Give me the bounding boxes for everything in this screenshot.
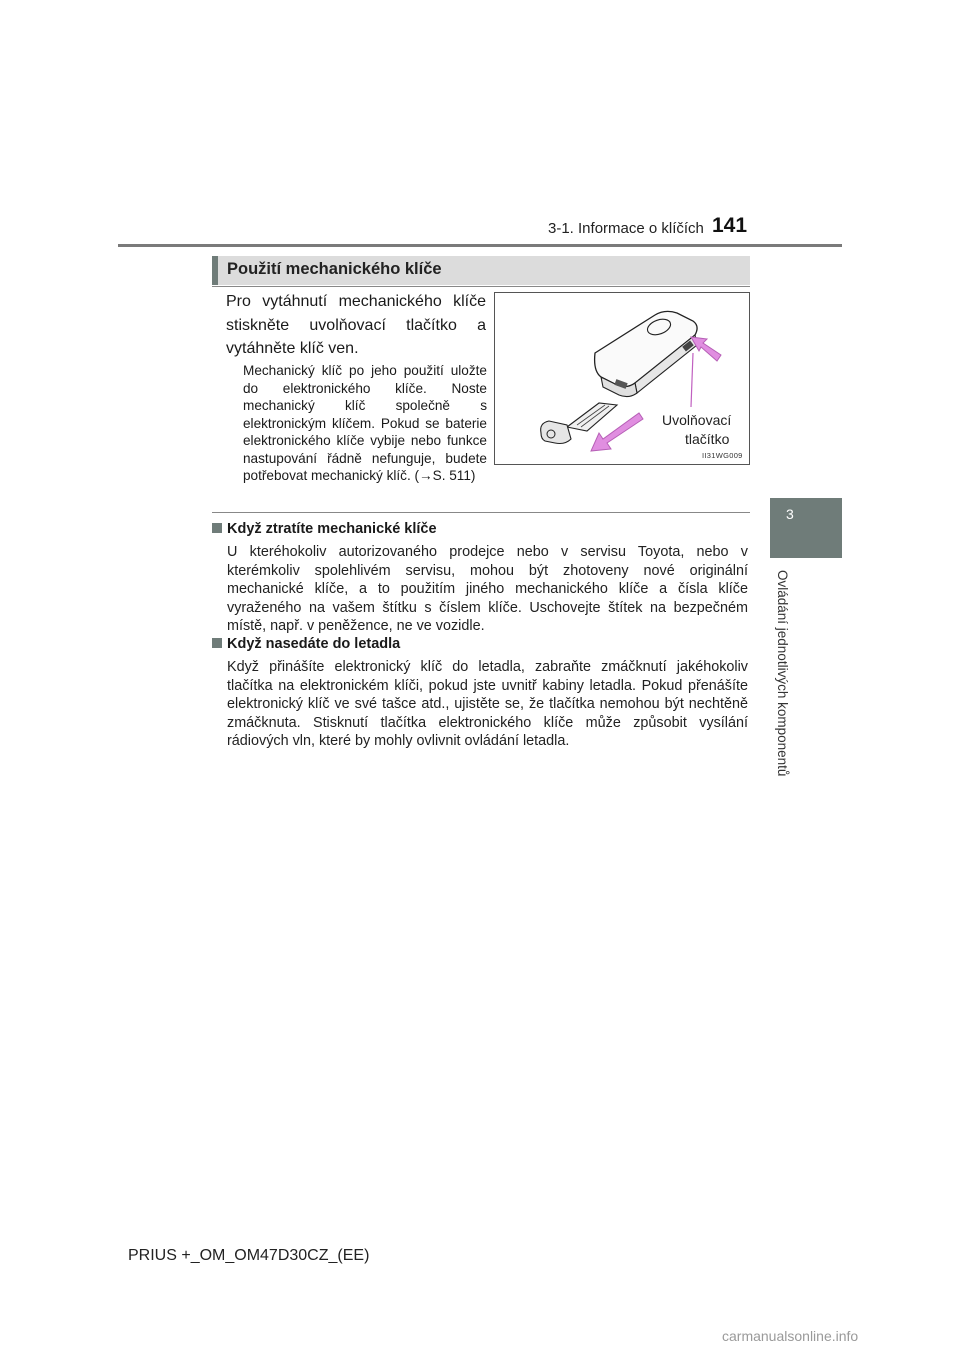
lead-paragraph: Pro vytáhnutí mechanického klíče stiskněte uvolňovací tlačítko a vytáhněte klíč ven. xyxy=(226,293,486,357)
note-paragraph: Mechanický klíč po jeho použití uložte do elektronického klíče. Noste mechanický klíč společně s elektronickým klíčem. Pokud se baterie elektronického klíče vybije nebo funkce nastupování řádně nefunguje, budete potřebovat mechanický klíč. (→S. 511) xyxy=(243,363,487,483)
figure-label-release-2: tlačítko xyxy=(685,431,730,447)
watermark: carmanualsonline.info xyxy=(722,1328,859,1344)
subsection-body-lost-keys: U kteréhokoliv autorizovaného prodejce nebo v servisu Toyota, nebo v kterémkoliv spolehlivém servisu, mohou být zhotoveny nové originální mechanické klíče, a to použitím jiného mechanického klíče a čísla klíče vyraženého na vašem štítku s číslem klíče. Uschovejte štítek na bezpečném místě, např. v peněžence, ne ve vozidle. xyxy=(227,544,748,635)
mechanical-key-blade xyxy=(567,403,617,431)
subsection-body-airplane: Když přinášíte elektronický klíč do letadla, zabraňte zmáčknutí jakéhokoliv tlačítka na elektronickém klíči, pokud jste uvnitř kabiny letadla. Pokud přenášíte elektronický klíč ve své tašce atd., ujistěte se, že tlačítka nemohou být nechtěně zmáčknuta. Stisknutí tlačítka elektronického klíče může způsobit vysílání rádiových vln, které by mohly ovlivnit ovládání letadla. xyxy=(227,659,748,750)
chapter-side-label xyxy=(760,570,800,800)
footer-code: PRIUS +_OM_OM47D30CZ_(EE) xyxy=(128,1247,370,1264)
section-divider xyxy=(212,512,750,513)
mechanical-key-head xyxy=(541,421,571,444)
square-bullet-icon xyxy=(212,523,222,533)
section-underline xyxy=(212,286,750,287)
subsection-heading-lost-keys xyxy=(212,521,437,537)
section-title: Použití mechanického klíče xyxy=(227,260,442,278)
section-heading-bar xyxy=(212,256,750,285)
chapter-number: 3 xyxy=(786,506,794,522)
subsection-heading-text: Když ztratíte mechanické klíče xyxy=(227,521,437,537)
subsection-heading-airplane xyxy=(212,636,400,652)
running-header-section: 3-1. Informace o klíčích xyxy=(548,220,704,237)
figure-code: II31WG009 xyxy=(702,451,743,460)
header-rule xyxy=(118,244,842,247)
chapter-title: Ovládání jednotlivých komponentů xyxy=(775,570,790,777)
chapter-tab xyxy=(770,498,842,558)
figure-label-release-1: Uvolňovací xyxy=(662,412,732,428)
square-bullet-icon xyxy=(212,638,222,648)
page-number: 141 xyxy=(712,214,748,237)
leader-line xyxy=(691,353,693,407)
subsection-heading-text: Když nasedáte do letadla xyxy=(227,636,401,652)
press-arrow xyxy=(691,337,721,361)
